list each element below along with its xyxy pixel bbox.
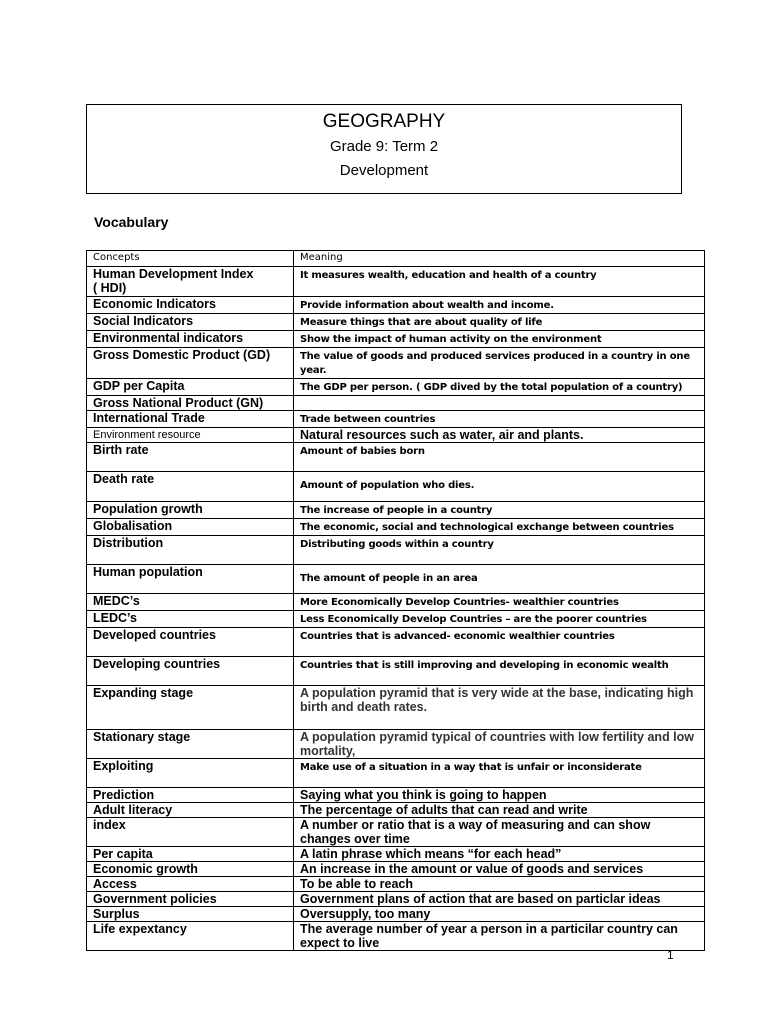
table-row: [87, 331, 705, 348]
table-row: [87, 803, 705, 818]
table-row: [87, 348, 705, 379]
table-row: [87, 443, 705, 472]
meaning-cell: Oversupply, too many: [294, 907, 705, 922]
meaning-cell: The percentage of adults that can read and write: [294, 803, 705, 818]
table-row: [87, 519, 705, 536]
title-box: [86, 104, 682, 194]
concept-cell: Developed countries: [87, 628, 294, 657]
meaning-cell: Provide information about wealth and income.: [294, 297, 705, 314]
concept-cell: Population growth: [87, 502, 294, 519]
table-row: [87, 907, 705, 922]
concept-cell: Adult literacy: [87, 803, 294, 818]
meaning-cell: An increase in the amount or value of goods and services: [294, 862, 705, 877]
table-row: [87, 267, 705, 297]
concept-cell: Environment resource: [87, 428, 294, 443]
meaning-cell: Countries that is advanced- economic wealthier countries: [294, 628, 705, 657]
meaning-cell: Distributing goods within a country: [294, 536, 705, 565]
vocabulary-table: [86, 250, 705, 951]
concept-cell: Environmental indicators: [87, 331, 294, 348]
concept-cell: GDP per Capita: [87, 379, 294, 396]
grade-term: Grade 9: Term 2: [329, 138, 439, 155]
concept-cell: index: [87, 818, 294, 847]
meaning-cell: A number or ratio that is a way of measuring and can show changes over time: [294, 818, 705, 847]
subject-title: GEOGRAPHY: [322, 111, 446, 132]
table-row: [87, 730, 705, 759]
table-row: [87, 396, 705, 411]
meaning-cell: A latin phrase which means “for each head”: [294, 847, 705, 862]
table-header-row: [87, 251, 705, 267]
table-row: [87, 686, 705, 730]
concept-cell: Birth rate: [87, 443, 294, 472]
table-row: [87, 428, 705, 443]
meaning-cell: More Economically Develop Countries- wealthier countries: [294, 594, 705, 611]
meaning-cell: A population pyramid typical of countries with low fertility and low mortality,: [294, 730, 705, 759]
table-row: [87, 411, 705, 428]
table-row: [87, 379, 705, 396]
table-row: [87, 892, 705, 907]
meaning-cell: Amount of population who dies.: [294, 472, 705, 502]
meaning-cell: Amount of babies born: [294, 443, 705, 472]
meaning-cell: Countries that is still improving and developing in economic wealth: [294, 657, 705, 686]
concept-cell: Human Development Index ( HDI): [87, 267, 294, 297]
table-row: [87, 536, 705, 565]
concept-cell: Gross Domestic Product (GD): [87, 348, 294, 379]
table-row: [87, 657, 705, 686]
meaning-cell: It measures wealth, education and health of a country: [294, 267, 705, 297]
meaning-cell: [294, 396, 705, 411]
table-row: [87, 862, 705, 877]
section-title: Vocabulary: [94, 214, 169, 230]
table-row: [87, 922, 705, 951]
meaning-cell: Trade between countries: [294, 411, 705, 428]
concept-cell: Exploiting: [87, 759, 294, 788]
concept-cell: Life expextancy: [87, 922, 294, 951]
table-row: [87, 847, 705, 862]
table-row: [87, 594, 705, 611]
concept-cell: Distribution: [87, 536, 294, 565]
table-row: [87, 628, 705, 657]
concept-cell: Social Indicators: [87, 314, 294, 331]
concept-cell: LEDC’s: [87, 611, 294, 628]
table-row: [87, 502, 705, 519]
meaning-cell: The value of goods and produced services produced in a country in one year.: [294, 348, 705, 379]
table-row: [87, 314, 705, 331]
table-row: [87, 472, 705, 502]
concept-cell: Expanding stage: [87, 686, 294, 730]
concept-cell: Developing countries: [87, 657, 294, 686]
concept-cell: Access: [87, 877, 294, 892]
meaning-cell: Make use of a situation in a way that is unfair or inconsiderate: [294, 759, 705, 788]
table-row: [87, 565, 705, 594]
concept-cell: Death rate: [87, 472, 294, 502]
meaning-cell: Show the impact of human activity on the environment: [294, 331, 705, 348]
table-row: [87, 297, 705, 314]
concept-cell: Economic Indicators: [87, 297, 294, 314]
table-row: [87, 877, 705, 892]
meaning-cell: Saying what you think is going to happen: [294, 788, 705, 803]
concept-cell: Economic growth: [87, 862, 294, 877]
table-row: [87, 818, 705, 847]
concept-cell: Human population: [87, 565, 294, 594]
concept-cell: Government policies: [87, 892, 294, 907]
meaning-cell: The increase of people in a country: [294, 502, 705, 519]
table-row: [87, 788, 705, 803]
column-header-concepts: Concepts: [87, 251, 294, 267]
meaning-cell: The amount of people in an area: [294, 565, 705, 594]
page-number: 1: [667, 948, 674, 962]
meaning-cell: The economic, social and technological exchange between countries: [294, 519, 705, 536]
concept-cell: Stationary stage: [87, 730, 294, 759]
table-row: [87, 611, 705, 628]
meaning-cell: Less Economically Develop Countries – are the poorer countries: [294, 611, 705, 628]
topic-title: Development: [339, 162, 429, 179]
table-row: [87, 759, 705, 788]
concept-cell: International Trade: [87, 411, 294, 428]
meaning-cell: The average number of year a person in a particilar country can expect to live: [294, 922, 705, 951]
column-header-meaning: Meaning: [294, 251, 705, 267]
concept-cell: Prediction: [87, 788, 294, 803]
meaning-cell: The GDP per person. ( GDP dived by the total population of a country): [294, 379, 705, 396]
concept-cell: Globalisation: [87, 519, 294, 536]
meaning-cell: Natural resources such as water, air and plants.: [294, 428, 705, 443]
concept-cell: Per capita: [87, 847, 294, 862]
concept-cell: Surplus: [87, 907, 294, 922]
concept-cell: Gross National Product (GN): [87, 396, 294, 411]
meaning-cell: Government plans of action that are based on particlar ideas: [294, 892, 705, 907]
concept-cell: MEDC’s: [87, 594, 294, 611]
meaning-cell: Measure things that are about quality of life: [294, 314, 705, 331]
meaning-cell: To be able to reach: [294, 877, 705, 892]
meaning-cell: A population pyramid that is very wide at the base, indicating high birth and death rates.: [294, 686, 705, 730]
